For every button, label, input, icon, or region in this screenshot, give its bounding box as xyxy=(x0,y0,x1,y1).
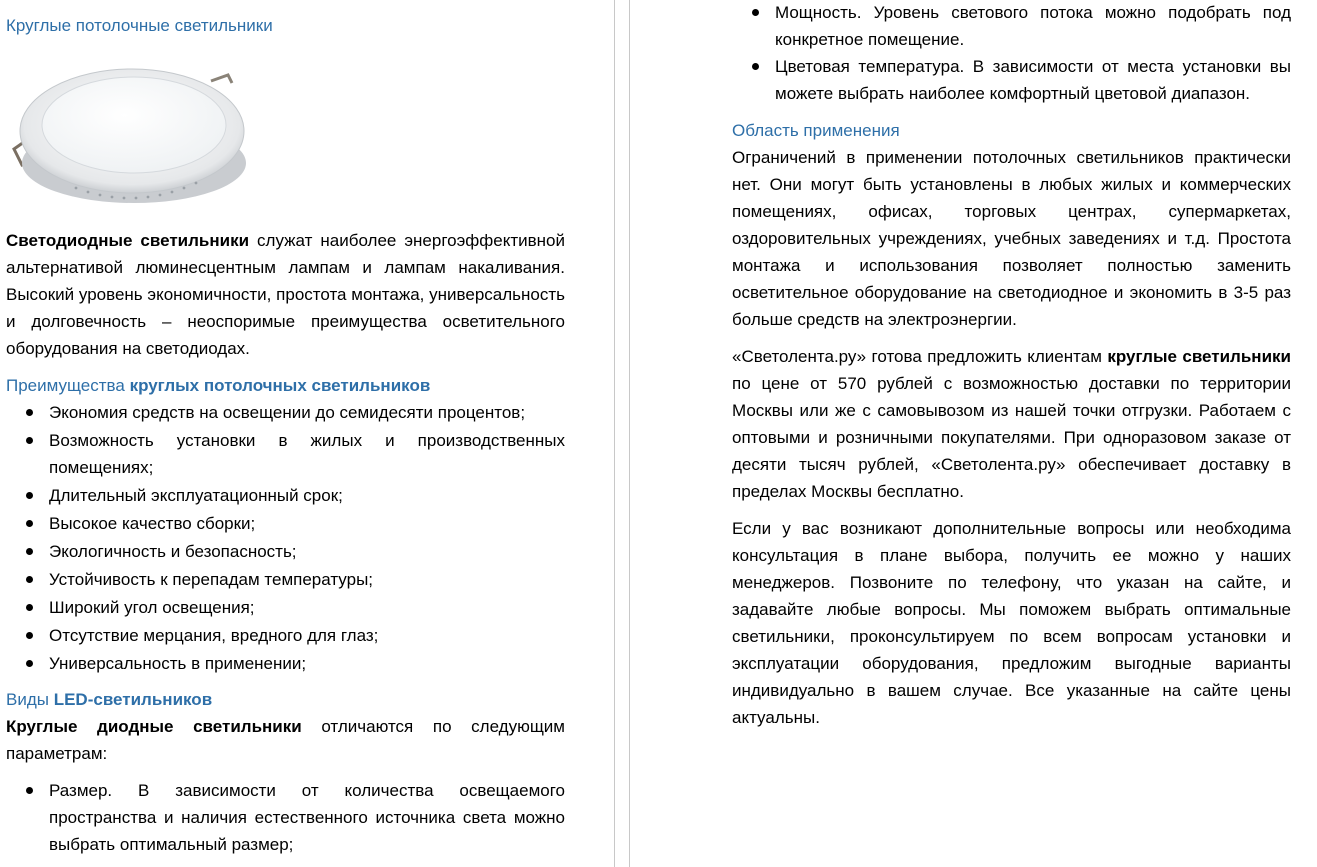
left-page-column xyxy=(6,0,565,858)
list-item: Длительный эксплуатационный срок; xyxy=(6,482,565,509)
list-item: Устойчивость к перепадам температуры; xyxy=(6,566,565,593)
parameters-list xyxy=(6,777,565,858)
list-item: Отсутствие мерцания, вредного для глаз; xyxy=(6,622,565,649)
list-item: Мощность. Уровень светового потока можно подобрать под конкретное помещение. xyxy=(732,0,1291,53)
application-heading: Область применения xyxy=(732,121,900,140)
offer-paragraph: «Светолента.ру» готова предложить клиентам круглые светильники по цене от 570 рублей с возможностью доставки по территории Москвы или же с самовывозом из нашей точки отгрузки. Работаем с оптовыми и розничными покупателями. При одноразовом заказе от десяти тысяч рублей, «Светолента.ру» обеспечивает доставку в пределах Москвы бесплатно. xyxy=(732,347,1291,501)
advantages-heading: Преимущества круглых потолочных светильников xyxy=(6,376,431,395)
page-separator xyxy=(614,0,630,867)
list-item: Универсальность в применении; xyxy=(6,650,565,677)
list-item: Цветовая температура. В зависимости от места установки вы можете выбрать наиболее комфортный цветовой диапазон. xyxy=(732,53,1291,107)
right-page-column xyxy=(732,0,1291,731)
list-item: Высокое качество сборки; xyxy=(6,510,565,537)
round-ceiling-light-image xyxy=(6,53,251,213)
types-heading: Виды LED-светильников xyxy=(6,690,213,709)
types-paragraph: Круглые диодные светильники отличаются по следующим параметрам: xyxy=(6,717,565,763)
round-led-panel-picture xyxy=(6,53,251,213)
parameters-list-continued xyxy=(732,0,1291,107)
list-item: Экологичность и безопасность; xyxy=(6,538,565,565)
list-item: Размер. В зависимости от количества освещаемого пространства и наличия естественного источника света можно выбрать оптимальный размер; xyxy=(6,777,565,858)
list-item: Широкий угол освещения; xyxy=(6,594,565,621)
page-title: Круглые потолочные светильники xyxy=(6,16,273,35)
advantages-list xyxy=(6,399,565,677)
list-item: Экономия средств на освещении до семидесяти процентов; xyxy=(6,399,565,426)
contact-paragraph: Если у вас возникают дополнительные вопросы или необходима консультация в плане выбора, получить ее можно у наших менеджеров. Позвоните по телефону, что указан на сайте, и задавайте любые вопросы. Мы поможем выбрать оптимальные светильники, проконсультируем по всем вопросам установки и эксплуатации оборудования, предложим выгодные варианты индивидуально в вашем случае. Все указанные на сайте цены актуальны. xyxy=(732,519,1291,727)
intro-paragraph: Светодиодные светильники служат наиболее энергоэффективной альтернативой люминесцентным лампам и лампам накаливания. Высокий уровень экономичности, простота монтажа, универсальность и долговечность – неоспоримые преимущества осветительного оборудования на светодиодах. xyxy=(6,231,565,358)
application-paragraph: Ограничений в применении потолочных светильников практически нет. Они могут быть установлены в любых жилых и коммерческих помещениях, офисах, торговых центрах, супермаркетах, оздоровительных учреждениях, учебных заведениях и т.д. Простота монтажа и использования позволяет полностью заменить осветительное оборудование на светодиодное и экономить в 3-5 раз больше средств на электроэнергии. xyxy=(732,148,1291,329)
list-item: Возможность установки в жилых и производственных помещениях; xyxy=(6,427,565,481)
